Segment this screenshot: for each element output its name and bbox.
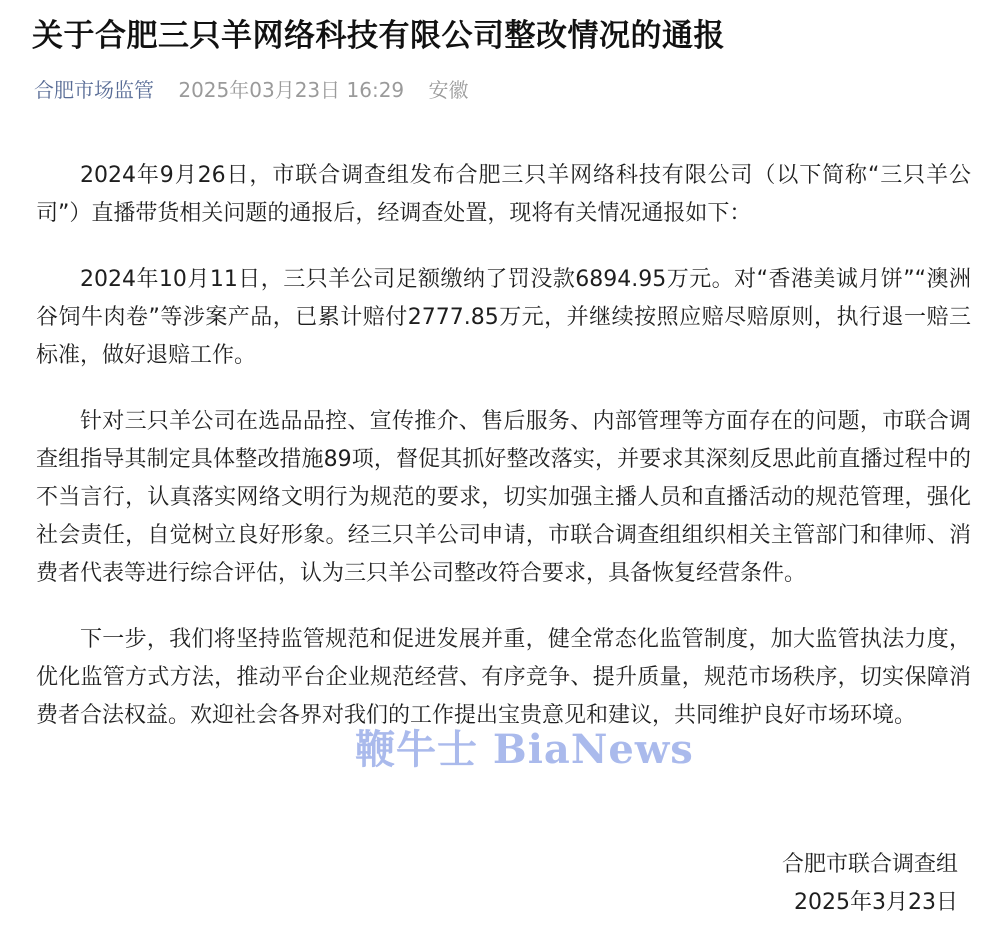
publish-location: 安徽 xyxy=(428,78,469,102)
paragraph-2: 2024年10月11日，三只羊公司足额缴纳了罚没款6894.95万元。对“香港美诚月饼”“澳洲谷饲牛肉卷”等涉案产品，已累计赔付2777.85万元，并继续按照应赔尽赔原则，执行退一赔三标准，做好退赔工作。 xyxy=(36,267,971,368)
source-account-link[interactable]: 合肥市场监管 xyxy=(34,78,154,102)
paragraph-3: 针对三只羊公司在选品品控、宣传推介、售后服务、内部管理等方面存在的问题，市联合调查组指导其制定具体整改措施89项，督促其抓好整改落实，并要求其深刻反思此前直播过程中的不当言行，认真落实网络文明行为规范的要求，切实加强主播人员和直播活动的规范管理，强化社会责任，自觉树立良好形象。经三只羊公司申请，市联合调查组组织相关主管部门和律师、消费者代表等进行综合评估，认为三只羊公司整改符合要求，具备恢复经营条件。 xyxy=(36,409,971,586)
paragraph-1: 2024年9月26日，市联合调查组发布合肥三只羊网络科技有限公司（以下简称“三只羊公司”）直播带货相关问题的通报后，经调查处置，现将有关情况通报如下： xyxy=(36,163,971,226)
paragraph-4: 下一步，我们将坚持监管规范和促进发展并重，健全常态化监管制度，加大监管执法力度，优化监管方式方法，推动平台企业规范经营、有序竞争、提升质量，规范市场秩序，切实保障消费者合法权益。欢迎社会各界对我们的工作提出宝贵意见和建议，共同维护良好市场环境。 xyxy=(36,627,971,728)
article-meta xyxy=(34,76,469,104)
article-title: 关于合肥三只羊网络科技有限公司整改情况的通报 xyxy=(32,18,725,54)
publish-date: 2025年03月23日 16:29 xyxy=(178,78,405,102)
signature-org: 合肥市联合调查组 xyxy=(781,852,958,877)
article-body xyxy=(36,157,971,763)
watermark-logo: 鞭牛士 BiaNews xyxy=(355,726,694,773)
signature-block xyxy=(782,846,958,922)
signature-date: 2025年3月23日 xyxy=(794,890,958,915)
